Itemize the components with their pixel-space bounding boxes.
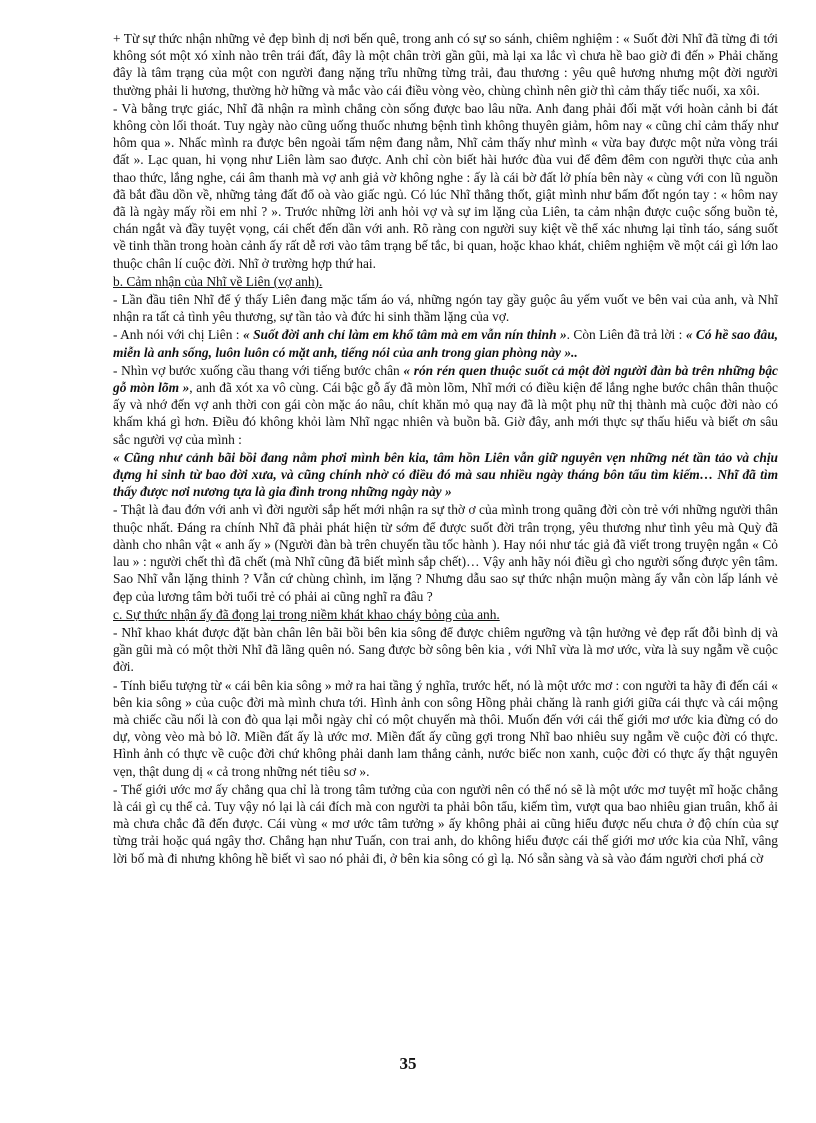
- paragraph-text: + Từ sự thức nhận những vẻ đẹp bình dị nơi bến quê, trong anh có sự so sánh, chiêm nghiệm : « Suốt đời Nhĩ đã từng đi tới không sót một xó xỉnh nào trên trái đất, đây là một chân trời gần gũi, mà lại xa lắc vì chưa hề bao giờ đi đến » Phải chăng đây là tâm trạng của một con người đang nặng trĩu những từng trải, đau thương : yêu quê hương nhưng một đời người thường phải li hương, thường hờ hững và mắc vào cái điều vòng vèo, chùng chình nên giờ thì cảm thấy tiếc nuối, xa xôi.: [113, 31, 778, 98]
- paragraph-text: - Tính biểu tượng từ « cái bên kia sông » mở ra hai tầng ý nghĩa, trước hết, nó là một ước mơ : con người ta hãy đi đến cái « bên kia sông » của cuộc đời mà mình chưa tới. Hình ảnh con sông Hồng phải chăng là ranh giới giữa cái thực và cái mộng mà chiếc cầu nối là con đò qua lại mỗi ngày chỉ có một chuyến mà thôi. Muốn đến với cái thế giới mơ ước kia đừng có do dự, vòng vèo mà bỏ lỡ. Miền đất ấy là ước mơ. Miền đất ấy cũng gợi trong Nhĩ bao nhiêu suy ngẫm về cuộc đời có thực. Hình ảnh có thực về cuộc đời chứ không phải danh lam thắng cảnh, nước biếc non xanh, cuộc đời có thực ấy thật nguyên vẹn, thật dung dị « cả trong những nét tiêu sơ ».: [113, 677, 778, 779]
- section-heading: [113, 606, 778, 623]
- quote-text: « Cũng như cảnh bãi bồi đang nằm phơi mình bên kia, tâm hồn Liên vẫn giữ nguyên vẹn những nét tần tảo và chịu đựng hi sinh từ bao đời xưa, và cũng chính nhờ có điều đó mà sau nhiều ngày tháng bôn tẩu tìm kiếm… Nhĩ đã tìm thấy được nơi nương tựa là gia đình trong những ngày này »: [113, 449, 778, 500]
- quote-text: « Suốt đời anh chỉ làm em khổ tâm mà em vẫn nín thinh »: [242, 327, 567, 343]
- paragraph-text: b. Cảm nhận của Nhĩ về Liên (vợ anh).: [113, 273, 323, 289]
- paragraph-text: - Anh nói với chị Liên :: [113, 327, 243, 343]
- paragraph-text: - Và bằng trực giác, Nhĩ đã nhận ra mình chẳng còn sống được bao lâu nữa. Anh đang phải đối mặt với hoàn cảnh bi đát không còn lối thoát. Tuy ngày nào cũng uống thuốc nhưng bệnh tình không thuyên giảm, hôm nay « cũng chỉ cảm thấy như hôm qua ». Nhấc mình ra được bên ngoài tấm nệm đang nằm, Nhĩ cảm thấy như mình « vừa bay được một nửa vòng trái đất ». Lạc quan, hi vọng như Liên làm sao được. Anh chỉ còn biết hài hước đùa vui để đêm đêm con người thực của anh thao thức, lắng nghe, cái âm thanh mà vợ anh giả vờ không nghe : ấy là cái bờ đất lở phía bên này « cùng với con lũ nguồn đã bắt đầu dồn về, những tảng đất đổ oà vào giấc ngủ. Có lúc Nhĩ thẳng thốt, giật mình như bấm đốt ngón tay : « hôm nay đã là ngày mấy rồi em nhỉ ? ». Trước những lời anh hỏi vợ và sự im lặng của Liên, ta cảm nhận được cuộc sống buồn tẻ, chán ngắt và đầy tuyệt vọng, cái chết đến dần với anh. Rõ ràng con người suy kiệt về thể xác nhưng lại tỉnh táo, sáng suốt về tinh thần trong hoàn cảnh ấy rất dễ rơi vào tâm trạng bế tắc, bi quan, hoặc khao khát, chiêm nghiệm về một cái gì lớn lao thuộc chân lí cuộc đời. Nhĩ ở trường hợp thứ hai.: [113, 100, 778, 271]
- paragraph-text: , anh đã xót xa vô cùng. Cái bậc gỗ ấy đã mòn lõm, Nhĩ mới có điều kiện để lắng nghe bước chân thân thuộc ấy và nhớ đến vợ anh thời con gái còn mặc áo nâu, chít khăn mỏ quạ nay đã là một phụ nữ thị thành mà cuộc đời nào có khấm khá gì hơn. Điều đó không khỏi làm Nhĩ ngạc nhiên và buồn bã. Giờ đây, anh mới thực sự thấu hiểu và biết ơn sâu sắc người vợ của mình :: [113, 380, 778, 447]
- paragraph: [113, 677, 778, 780]
- paragraph: [113, 781, 778, 867]
- paragraph-text: c. Sự thức nhận ấy đã đọng lại trong niềm khát khao cháy bỏng của anh.: [113, 606, 500, 622]
- paragraph-text: - Nhìn vợ bước xuống cầu thang với tiếng bước chân: [113, 362, 404, 378]
- paragraph: [113, 291, 778, 325]
- paragraph: [113, 30, 778, 99]
- document-body: [113, 30, 778, 868]
- paragraph-text: . Còn Liên đã trả lời :: [566, 327, 686, 343]
- paragraph-text: - Thật là đau đớn với anh vì đời người sắp hết mới nhận ra sự thờ ơ của mình trong quãng đời còn trẻ với những người thân thuộc nhất. Đáng ra chính Nhĩ đã phải phát hiện từ sớm để được suốt đời trân trọng, yêu thương như tình yêu mà Quỳ đã dành cho nhân vật « anh ấy » (Người đàn bà trên chuyến tầu tốc hành ). Hay nói như tác giả đã viết trong truyện ngắn « Cỏ lau » : người chết thì đã chết (mà Nhĩ cũng đã biết mình sắp chết)… Vậy anh hãy nói điều gì cho người sống được yên tâm. Sao Nhĩ vẫn lặng thinh ? Vẫn cứ chùng chình, im lặng ? Nhưng dẫu sao sự thức nhận muộn màng ấy vẫn còn lấp lánh vẻ đẹp của lương tâm bởi tuổi trẻ có phải ai cũng nghĩ ra đâu ?: [113, 502, 778, 604]
- paragraph: [113, 100, 778, 272]
- paragraph: [113, 624, 778, 676]
- quote-text: « rón rén quen thuộc suốt cả một đời người đàn bà trên những bậc gỗ mòn lõm »: [113, 362, 779, 396]
- paragraph: [113, 326, 778, 360]
- paragraph: [113, 362, 778, 448]
- paragraph-text: - Lần đầu tiên Nhĩ để ý thấy Liên đang mặc tấm áo vá, những ngón tay gầy guộc âu yếm vuốt ve bên vai của anh, và Nhĩ nhận ra tất cả tình yêu thương, sự tần tảo và đức hi sinh thầm lặng của vợ.: [113, 292, 778, 325]
- paragraph-text: - Thế giới ước mơ ấy chẳng qua chỉ là trong tâm tưởng của con người nên có thể nó sẽ là một ước mơ tuyệt mĩ hoặc chẳng là cái gì cụ thể cả. Tuy vậy nó lại là cái đích mà con người ta phải bôn tẩu, kiếm tìm, vượt qua bao nhiêu gian truân, khổ ải mà chưa chắc đã đến được. Cái vùng « mơ ước tâm tưởng » ấy không phải ai cũng hiểu được nếu chưa ở độ chín của sự từng trải hoặc quá ngây thơ. Chẳng hạn như Tuấn, con trai anh, do không hiểu được cái thế giới mơ ước kia của Nhĩ, vâng lời bố mà đi nhưng không hề biết vì sao nó phải đi, ở bên kia sông có gì lạ. Nó sẵn sàng và sà vào đám người chơi phá cờ: [113, 781, 778, 866]
- section-heading: [113, 273, 778, 290]
- paragraph: [113, 449, 778, 501]
- paragraph-text: - Nhĩ khao khát được đặt bàn chân lên bãi bồi bên kia sông để được chiêm ngưỡng và tận hưởng vẻ đẹp rất đỗi bình dị và gần gũi mà có một thời Nhĩ đã lãng quên nó. Sang được bờ sông bên kia , với Nhĩ vừa là mơ ước, vừa là suy ngẫm về cuộc đời.: [113, 624, 778, 675]
- page-number: 35: [399, 1054, 417, 1073]
- paragraph: [113, 501, 778, 604]
- quote-text: « Có hề sao đâu, miễn là anh sống, luôn luôn có mặt anh, tiếng nói của anh trong gian phòng này »..: [113, 327, 778, 360]
